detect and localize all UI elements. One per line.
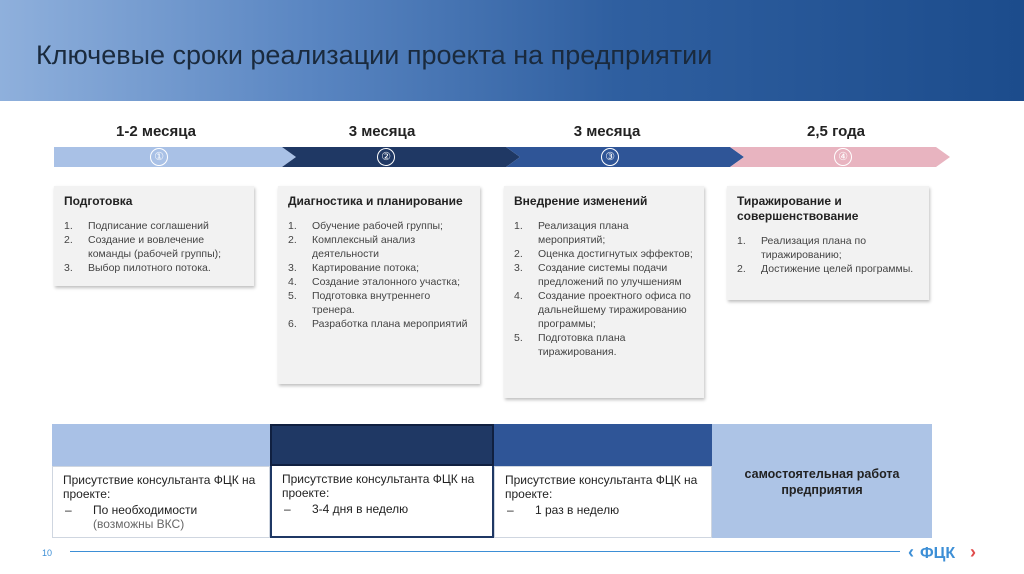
card-implementation [504, 186, 704, 398]
phase-4-duration: 2,5 года [807, 123, 865, 140]
card-preparation [54, 186, 254, 286]
card-list [288, 219, 470, 331]
timeline-arrow-1 [54, 147, 296, 167]
phase-3-duration: 3 месяца [573, 123, 641, 140]
presence-text: Присутствие консультанта ФЦК на проекте: [282, 472, 475, 500]
card-title: Тиражирование и совершенствование [737, 194, 859, 223]
card-list [737, 234, 919, 276]
phase-1-duration: 1-2 месяца [116, 123, 196, 140]
list-item: 4. Создание проектного офиса по дальнейшему тиражированию программы; [514, 290, 691, 330]
presence-box-3 [494, 466, 712, 538]
list-item: 1. Реализация плана по тиражированию; [737, 235, 867, 261]
phase-3-number: ③ [601, 148, 619, 166]
list-item: 3. Картирование потока; [288, 262, 420, 274]
card-list [514, 219, 694, 359]
list-item: 1. Обучение рабочей группы; [288, 220, 443, 232]
list-item: 2. Создание и вовлечение команды (рабочей группы); [64, 234, 222, 260]
svg-text:›: › [970, 542, 976, 562]
list-item: 1. Подписание соглашений [64, 220, 209, 232]
card-replication [727, 186, 929, 300]
list-item: 2. Достижение целей программы. [737, 263, 914, 275]
presence-band-3 [494, 424, 712, 466]
svg-text:‹: ‹ [908, 542, 914, 562]
presence-band-1 [52, 424, 270, 466]
header-banner [0, 0, 1024, 101]
phase-2-duration: 3 месяца [348, 123, 416, 140]
fck-logo [906, 540, 986, 564]
phase-4-number: ④ [834, 148, 852, 166]
list-item: 2. Оценка достигнутых эффектов; [514, 248, 693, 260]
list-item: 5. Подготовка плана тиражирования. [514, 332, 626, 358]
presence-box-2 [270, 466, 494, 538]
list-item: 4. Создание эталонного участка; [288, 276, 461, 288]
phase-1-number: ① [150, 148, 168, 166]
list-item: 3. Создание системы подачи предложений по улучшениям [514, 262, 682, 288]
presence-bullet: – 1 раз в неделю [507, 503, 620, 517]
card-title: Подготовка [64, 194, 133, 208]
card-list [64, 219, 244, 275]
list-item: 5. Подготовка внутреннего тренера. [288, 290, 431, 316]
presence-band-2 [270, 424, 494, 466]
card-title: Диагностика и планирование [288, 194, 463, 208]
presence-note: (возможны ВКС) [93, 517, 185, 531]
presence-bullet: – 3-4 дня в неделю [284, 502, 409, 516]
list-item: 6. Разработка плана мероприятий [288, 318, 468, 330]
presence-box-1 [52, 466, 270, 538]
timeline-arrow-3 [506, 147, 744, 167]
footer-divider [70, 551, 900, 552]
card-diagnostics [278, 186, 480, 384]
self-work-label: самостоятельная работа предприятия [744, 467, 900, 497]
page-title: Ключевые сроки реализации проекта на предприятии [36, 40, 713, 70]
presence-text: Присутствие консультанта ФЦК на проекте: [63, 473, 256, 501]
list-item: 3. Выбор пилотного потока. [64, 262, 211, 274]
presence-bullet: – По необходимости [65, 503, 198, 517]
list-item: 1. Реализация плана мероприятий; [514, 220, 629, 246]
timeline-arrows [54, 147, 954, 167]
presence-text: Присутствие консультанта ФЦК на проекте: [505, 473, 698, 501]
phase-2-number: ② [377, 148, 395, 166]
timeline-arrow-2 [282, 147, 520, 167]
svg-text:ФЦК: ФЦК [920, 545, 956, 562]
card-title: Внедрение изменений [514, 194, 648, 208]
page-number: 10 [42, 548, 53, 558]
list-item: 2. Комплексный анализ деятельности [288, 234, 416, 260]
